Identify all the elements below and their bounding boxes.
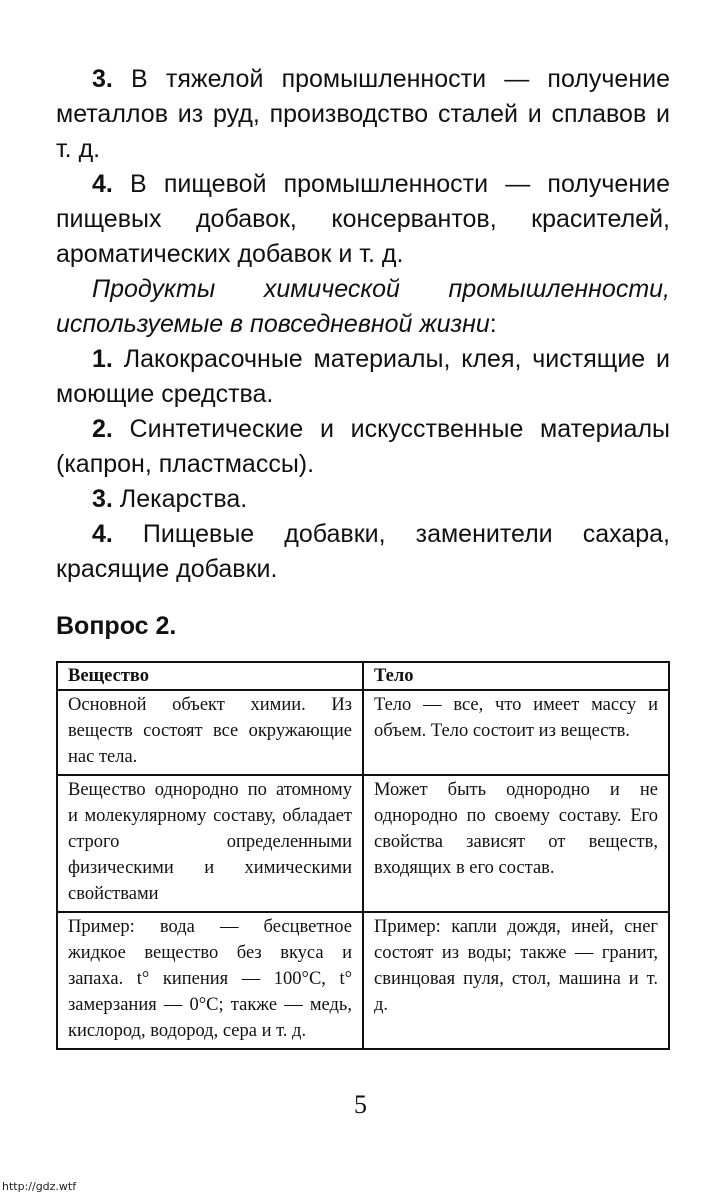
paragraph-food-industry: 4. В пищевой промышленности — получение пищевых добавок, консервантов, красителей, ароматических добавок и т. д.	[56, 170, 670, 268]
table-header-cell: Тело	[363, 662, 669, 690]
page-content	[56, 62, 670, 1050]
table-header-row	[57, 662, 669, 690]
list-item-medicines: 3. Лекарства.	[92, 485, 248, 513]
table-row	[57, 912, 669, 1049]
list-item-food-additives: 4. Пищевые добавки, заменители сахара, красящие добавки.	[56, 520, 670, 583]
watermark: http://gdz.wtf	[2, 1180, 77, 1193]
table-header-cell: Вещество	[57, 662, 363, 690]
page-number: 5	[354, 1090, 367, 1119]
paragraph-products-intro: Продукты химической промышленности, используемые в повседневной жизни:	[56, 275, 670, 338]
table-cell: Может быть однородно и не однородно по своему составу. Его свойства зависят от веществ, входящих в его состав.	[363, 775, 669, 912]
list-item-synthetic: 2. Синтетические и искусственные материалы (капрон, пластмассы).	[56, 415, 670, 478]
table-cell: Основной объект химии. Из веществ состоят все окружающие нас тела.	[57, 690, 363, 775]
table-row	[57, 775, 669, 912]
table-cell: Вещество однородно по атомному и молекулярному составу, обладает строго определенными физическими и химическими свойствами	[57, 775, 363, 912]
table-cell: Тело — все, что имеет массу и объем. Тело состоит из веществ.	[363, 690, 669, 775]
table-cell: Пример: капли дождя, иней, снег состоят из воды; также — гранит, свинцовая пуля, стол, машина и т. д.	[363, 912, 669, 1049]
table-cell: Пример: вода — бесцветное жидкое вещество без вкуса и запаха. t° кипения — 100°C, t° замерзания — 0°C; также — медь, кислород, водород, сера и т. д.	[57, 912, 363, 1049]
paragraph-heavy-industry: 3. В тяжелой промышленности — получение металлов из руд, производство сталей и сплавов и т. д.	[56, 65, 670, 163]
question-heading: Вопрос 2.	[56, 612, 177, 640]
table-row	[57, 690, 669, 775]
list-item-paints: 1. Лакокрасочные материалы, клея, чистящие и моющие средства.	[56, 345, 670, 408]
substance-body-table	[56, 661, 670, 1050]
